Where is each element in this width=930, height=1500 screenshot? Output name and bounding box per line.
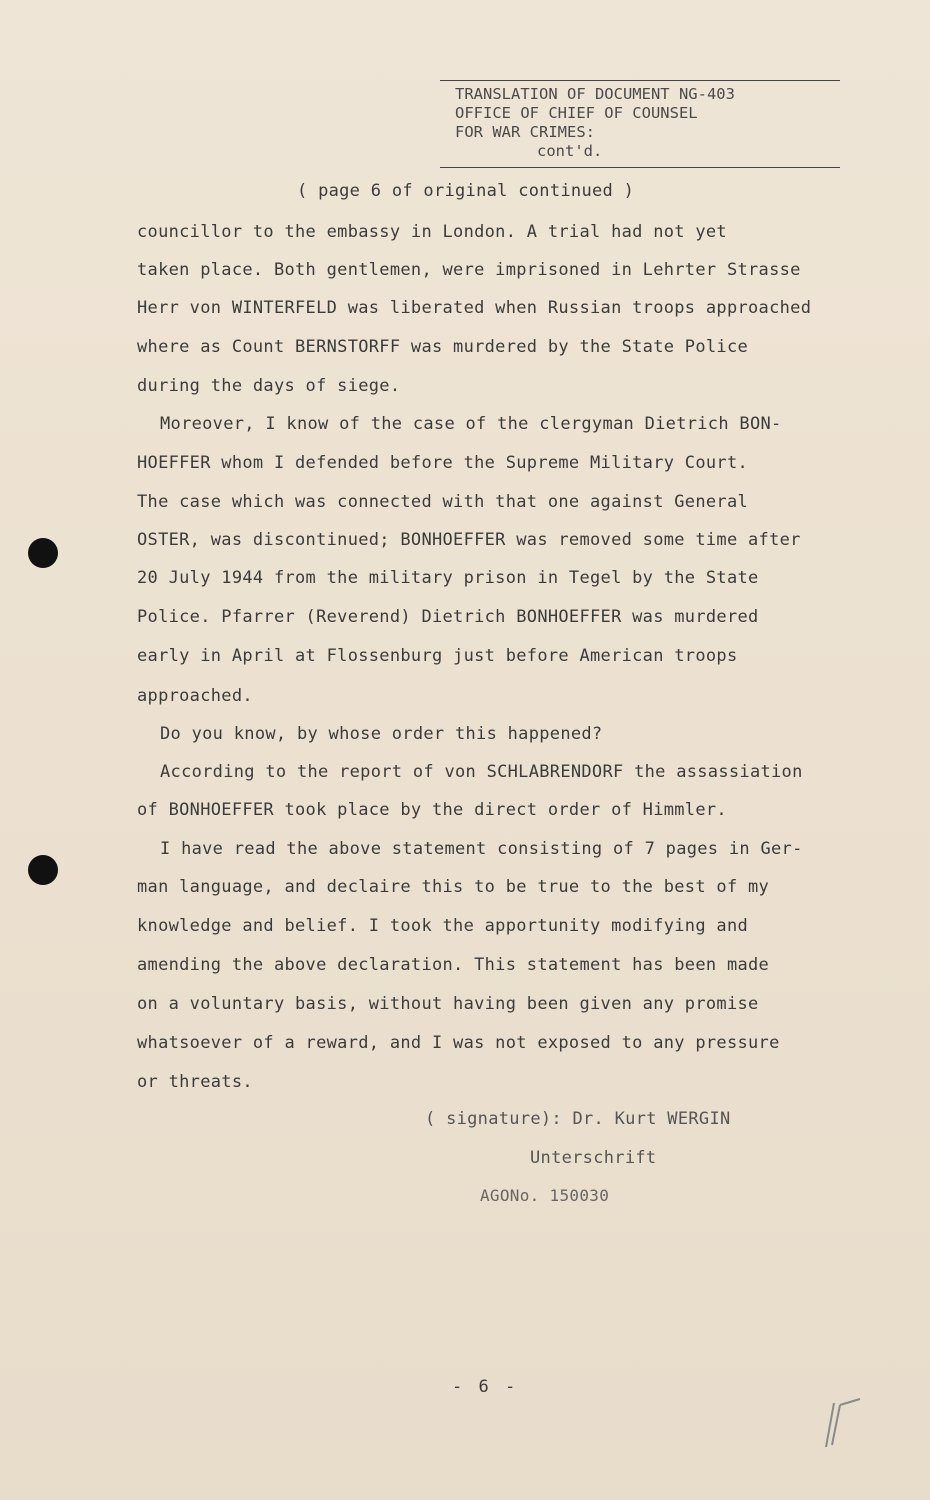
body-line: Moreover, I know of the case of the clergyman Dietrich BON- — [160, 414, 782, 434]
page-subtitle: ( page 6 of original continued ) — [297, 181, 635, 201]
pencil-mark-icon — [812, 1395, 872, 1455]
ago-number: AGONo. 150030 — [480, 1186, 610, 1205]
body-line: approached. — [137, 686, 253, 706]
body-line: taken place. Both gentlemen, were imprisoned in Lehrter Strasse — [137, 260, 801, 280]
body-line: man language, and declaire this to be true to the best of my — [137, 877, 770, 897]
body-line: I have read the above statement consisting of 7 pages in Ger- — [160, 839, 803, 859]
body-line: on a voluntary basis, without having been given any promise — [137, 994, 759, 1014]
body-line: or threats. — [137, 1072, 253, 1092]
punch-hole — [28, 855, 58, 885]
body-line: The case which was connected with that one against General — [137, 492, 749, 512]
body-line: whatsoever of a reward, and I was not exposed to any pressure — [137, 1033, 780, 1053]
header-office: OFFICE OF CHIEF OF COUNSEL — [455, 104, 698, 122]
body-line: councillor to the embassy in London. A trial had not yet — [137, 222, 727, 242]
signature-label: Unterschrift — [530, 1148, 657, 1168]
body-line: Do you know, by whose order this happened? — [160, 724, 603, 744]
body-line: Herr von WINTERFELD was liberated when Russian troops approached — [137, 298, 812, 318]
header-office-2: FOR WAR CRIMES: — [455, 123, 595, 141]
body-line: where as Count BERNSTORFF was murdered by the State Police — [137, 337, 749, 357]
body-line: According to the report of von SCHLABRENDORF the assassiation — [160, 762, 803, 782]
header-continued: cont'd. — [537, 142, 603, 160]
body-line: OSTER, was discontinued; BONHOEFFER was removed some time after — [137, 530, 801, 550]
page-number: - 6 - — [452, 1377, 519, 1397]
header-title: TRANSLATION OF DOCUMENT NG-403 — [455, 85, 735, 103]
body-line: HOEFFER whom I defended before the Supreme Military Court. — [137, 453, 749, 473]
punch-hole — [28, 538, 58, 568]
document-header — [440, 80, 840, 168]
signature-line: ( signature): Dr. Kurt WERGIN — [425, 1109, 731, 1129]
body-line: amending the above declaration. This statement has been made — [137, 955, 770, 975]
body-line: early in April at Flossenburg just before American troops — [137, 646, 738, 666]
body-line: of BONHOEFFER took place by the direct order of Himmler. — [137, 800, 727, 820]
body-line: during the days of siege. — [137, 376, 401, 396]
body-line: 20 July 1944 from the military prison in Tegel by the State — [137, 568, 759, 588]
body-line: knowledge and belief. I took the apportunity modifying and — [137, 916, 749, 936]
body-line: Police. Pfarrer (Reverend) Dietrich BONHOEFFER was murdered — [137, 607, 759, 627]
